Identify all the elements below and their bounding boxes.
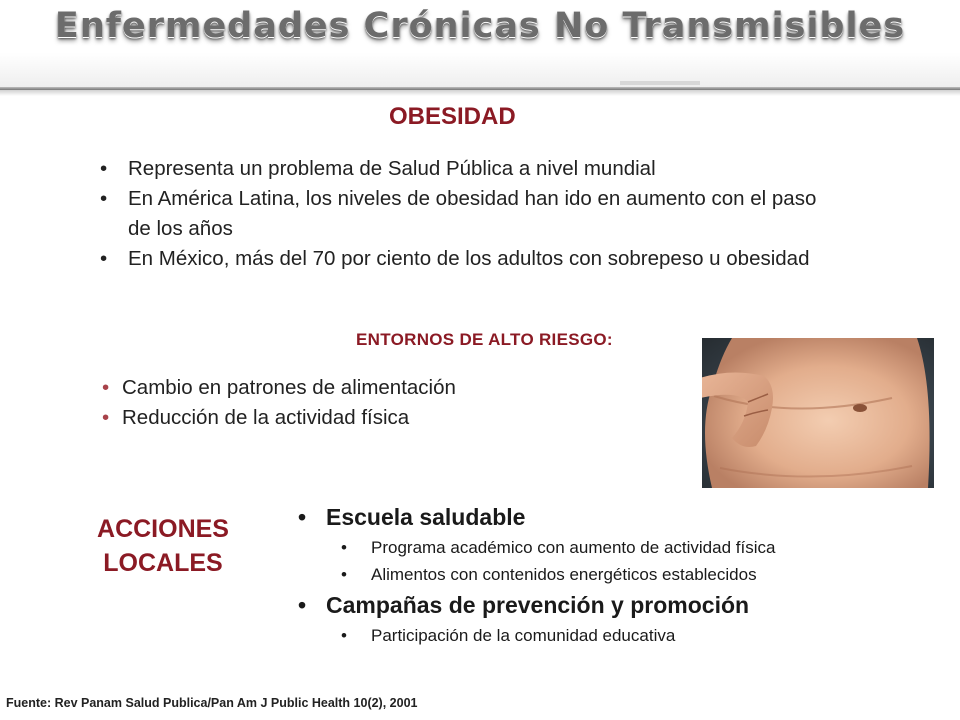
slide-title: Enfermedades Crónicas No Transmisibles bbox=[54, 6, 906, 46]
action-subitem bbox=[298, 622, 938, 649]
action-subitem-text: Alimentos con contenidos energéticos establecidos bbox=[371, 565, 757, 584]
list-item-text: En América Latina, los niveles de obesidad han ido en aumento con el paso de los años bbox=[128, 187, 817, 240]
header-shadow bbox=[0, 90, 960, 96]
bullet-icon: • bbox=[341, 538, 347, 557]
list-item bbox=[102, 373, 682, 403]
bullet-icon: • bbox=[298, 592, 307, 618]
bullet-icon: • bbox=[100, 187, 108, 210]
section-title: OBESIDAD bbox=[389, 103, 516, 130]
list-item-text: Reducción de la actividad física bbox=[122, 406, 410, 429]
action-subitem-text: Programa académico con aumento de actividad física bbox=[371, 538, 776, 557]
abdomen-photo bbox=[702, 338, 934, 488]
bullet-icon: • bbox=[100, 247, 108, 270]
bullet-icon: • bbox=[100, 157, 108, 180]
list-item bbox=[100, 244, 840, 274]
action-subitem-text: Participación de la comunidad educativa bbox=[371, 626, 676, 645]
bullet-icon: • bbox=[341, 626, 347, 645]
list-item bbox=[100, 184, 840, 244]
bullet-icon: • bbox=[341, 565, 347, 584]
action-item bbox=[298, 500, 938, 534]
abdomen-illustration bbox=[702, 338, 934, 488]
list-item bbox=[102, 403, 682, 433]
navel-icon bbox=[853, 404, 867, 412]
actions-heading bbox=[58, 512, 268, 580]
source-citation: Fuente: Rev Panam Salud Publica/Pan Am J Public Health 10(2), 2001 bbox=[6, 696, 418, 710]
risk-title: ENTORNOS DE ALTO RIESGO: bbox=[356, 330, 613, 349]
action-item-label: Escuela saludable bbox=[326, 504, 526, 530]
slide-header bbox=[0, 0, 960, 88]
bullet-icon: • bbox=[102, 406, 110, 429]
actions-heading-line2: LOCALES bbox=[103, 549, 223, 577]
list-item-text: Cambio en patrones de alimentación bbox=[122, 376, 456, 399]
action-subitem bbox=[298, 534, 938, 561]
risk-list bbox=[102, 373, 682, 433]
action-item-label: Campañas de prevención y promoción bbox=[326, 592, 750, 618]
list-item bbox=[100, 154, 840, 184]
list-item-text: Representa un problema de Salud Pública a nivel mundial bbox=[128, 157, 656, 180]
bullet-icon: • bbox=[298, 504, 307, 530]
obesity-facts-list bbox=[100, 154, 840, 274]
actions-heading-line1: ACCIONES bbox=[97, 515, 229, 543]
actions-list bbox=[298, 500, 938, 649]
action-item bbox=[298, 588, 938, 622]
list-item-text: En México, más del 70 por ciento de los adultos con sobrepeso u obesidad bbox=[128, 247, 810, 270]
action-subitem bbox=[298, 561, 938, 588]
bullet-icon: • bbox=[102, 376, 110, 399]
header-mark bbox=[620, 81, 700, 85]
